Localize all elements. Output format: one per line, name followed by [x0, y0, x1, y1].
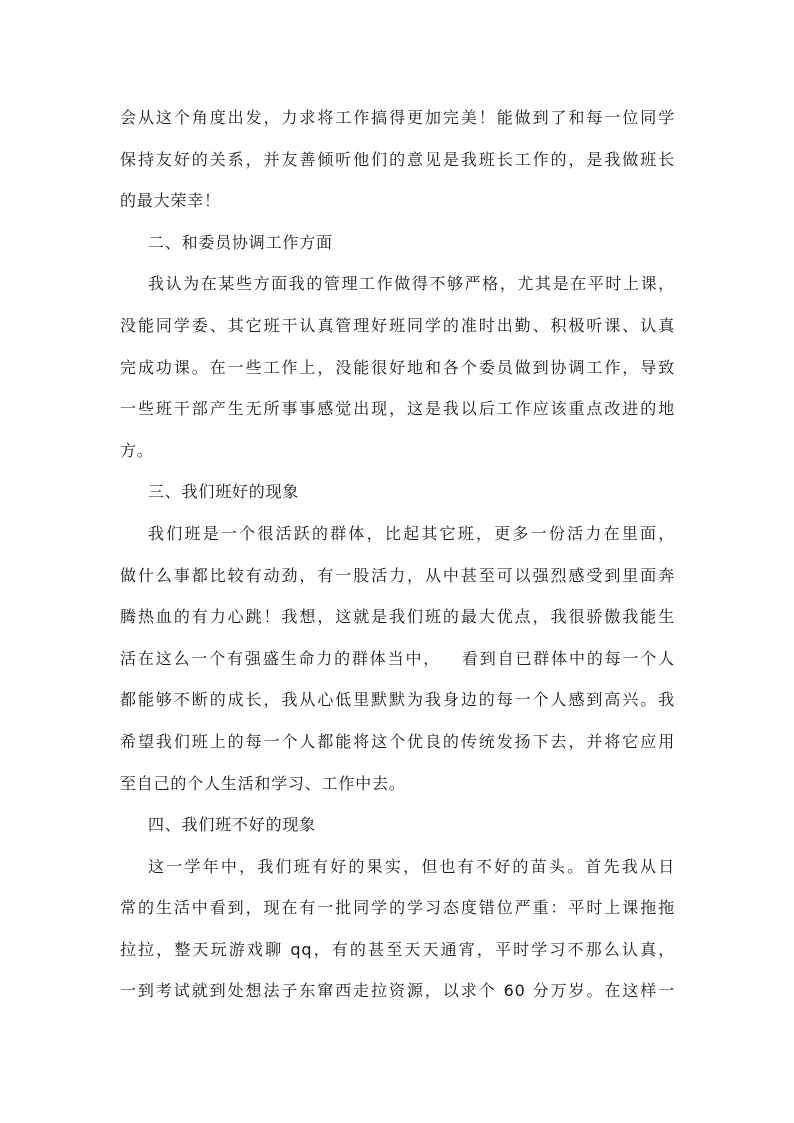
text-line: 我们班是一个很活跃的群体，比起其它班，更多一份活力在里面， — [148, 523, 675, 543]
text-line: 没能同学委、其它班干认真管理好班同学的准时出勤、积极听课、认真 — [120, 315, 675, 335]
text-line: 我认为在某些方面我的管理工作做得不够严格，尤其是在平时上课， — [148, 274, 675, 294]
section-heading: 二、和委员协调工作方面 — [148, 232, 333, 252]
document-body — [120, 103, 675, 1018]
text-line: 腾热血的有力心跳！我想，这就是我们班的最大优点，我很骄傲我能生 — [120, 607, 675, 627]
text-line: 都能够不断的成长，我从心低里默默为我身边的每一个人感到高兴。我 — [120, 690, 675, 710]
text-line: 保持友好的关系，并友善倾听他们的意见是我班长工作的，是我做班长 — [120, 149, 675, 169]
text-line: 的最大荣幸！ — [120, 191, 221, 211]
text-line: 拉拉，整天玩游戏聊 qq，有的甚至天天通宵，平时学习不那么认真， — [120, 939, 675, 959]
text-line: 一些班干部产生无所事事感觉出现，这是我以后工作应该重点改进的地 — [120, 399, 675, 419]
text-line: 常的生活中看到，现在有一批同学的学习态度错位严重：平时上课拖拖 — [120, 898, 675, 918]
text-line: 至自己的个人生活和学习、工作中去。 — [120, 773, 406, 793]
text-line: 希望我们班上的每一个人都能将这个优良的传统发扬下去，并将它应用 — [120, 731, 675, 751]
text-line: 这一学年中，我们班有好的果实，但也有不好的苗头。首先我从日 — [148, 856, 675, 876]
text-line: 会从这个角度出发，力求将工作搞得更加完美！能做到了和每一位同学 — [120, 108, 675, 127]
text-line: 做什么事都比较有动劲，有一股活力，从中甚至可以强烈感受到里面奔 — [120, 565, 675, 585]
text-line: 活在这么一个有强盛生命力的群体当中， 看到自已群体中的每一个人 — [120, 648, 675, 668]
text-line: 一到考试就到处想法子东窜西走拉资源，以求个 60 分万岁。在这样一 — [120, 981, 675, 1001]
text-line: 方。 — [120, 440, 154, 460]
text-line: 完成功课。在一些工作上，没能很好地和各个委员做到协调工作，导致 — [120, 357, 675, 377]
section-heading: 三、我们班好的现象 — [148, 482, 300, 502]
section-heading: 四、我们班不好的现象 — [148, 815, 317, 835]
